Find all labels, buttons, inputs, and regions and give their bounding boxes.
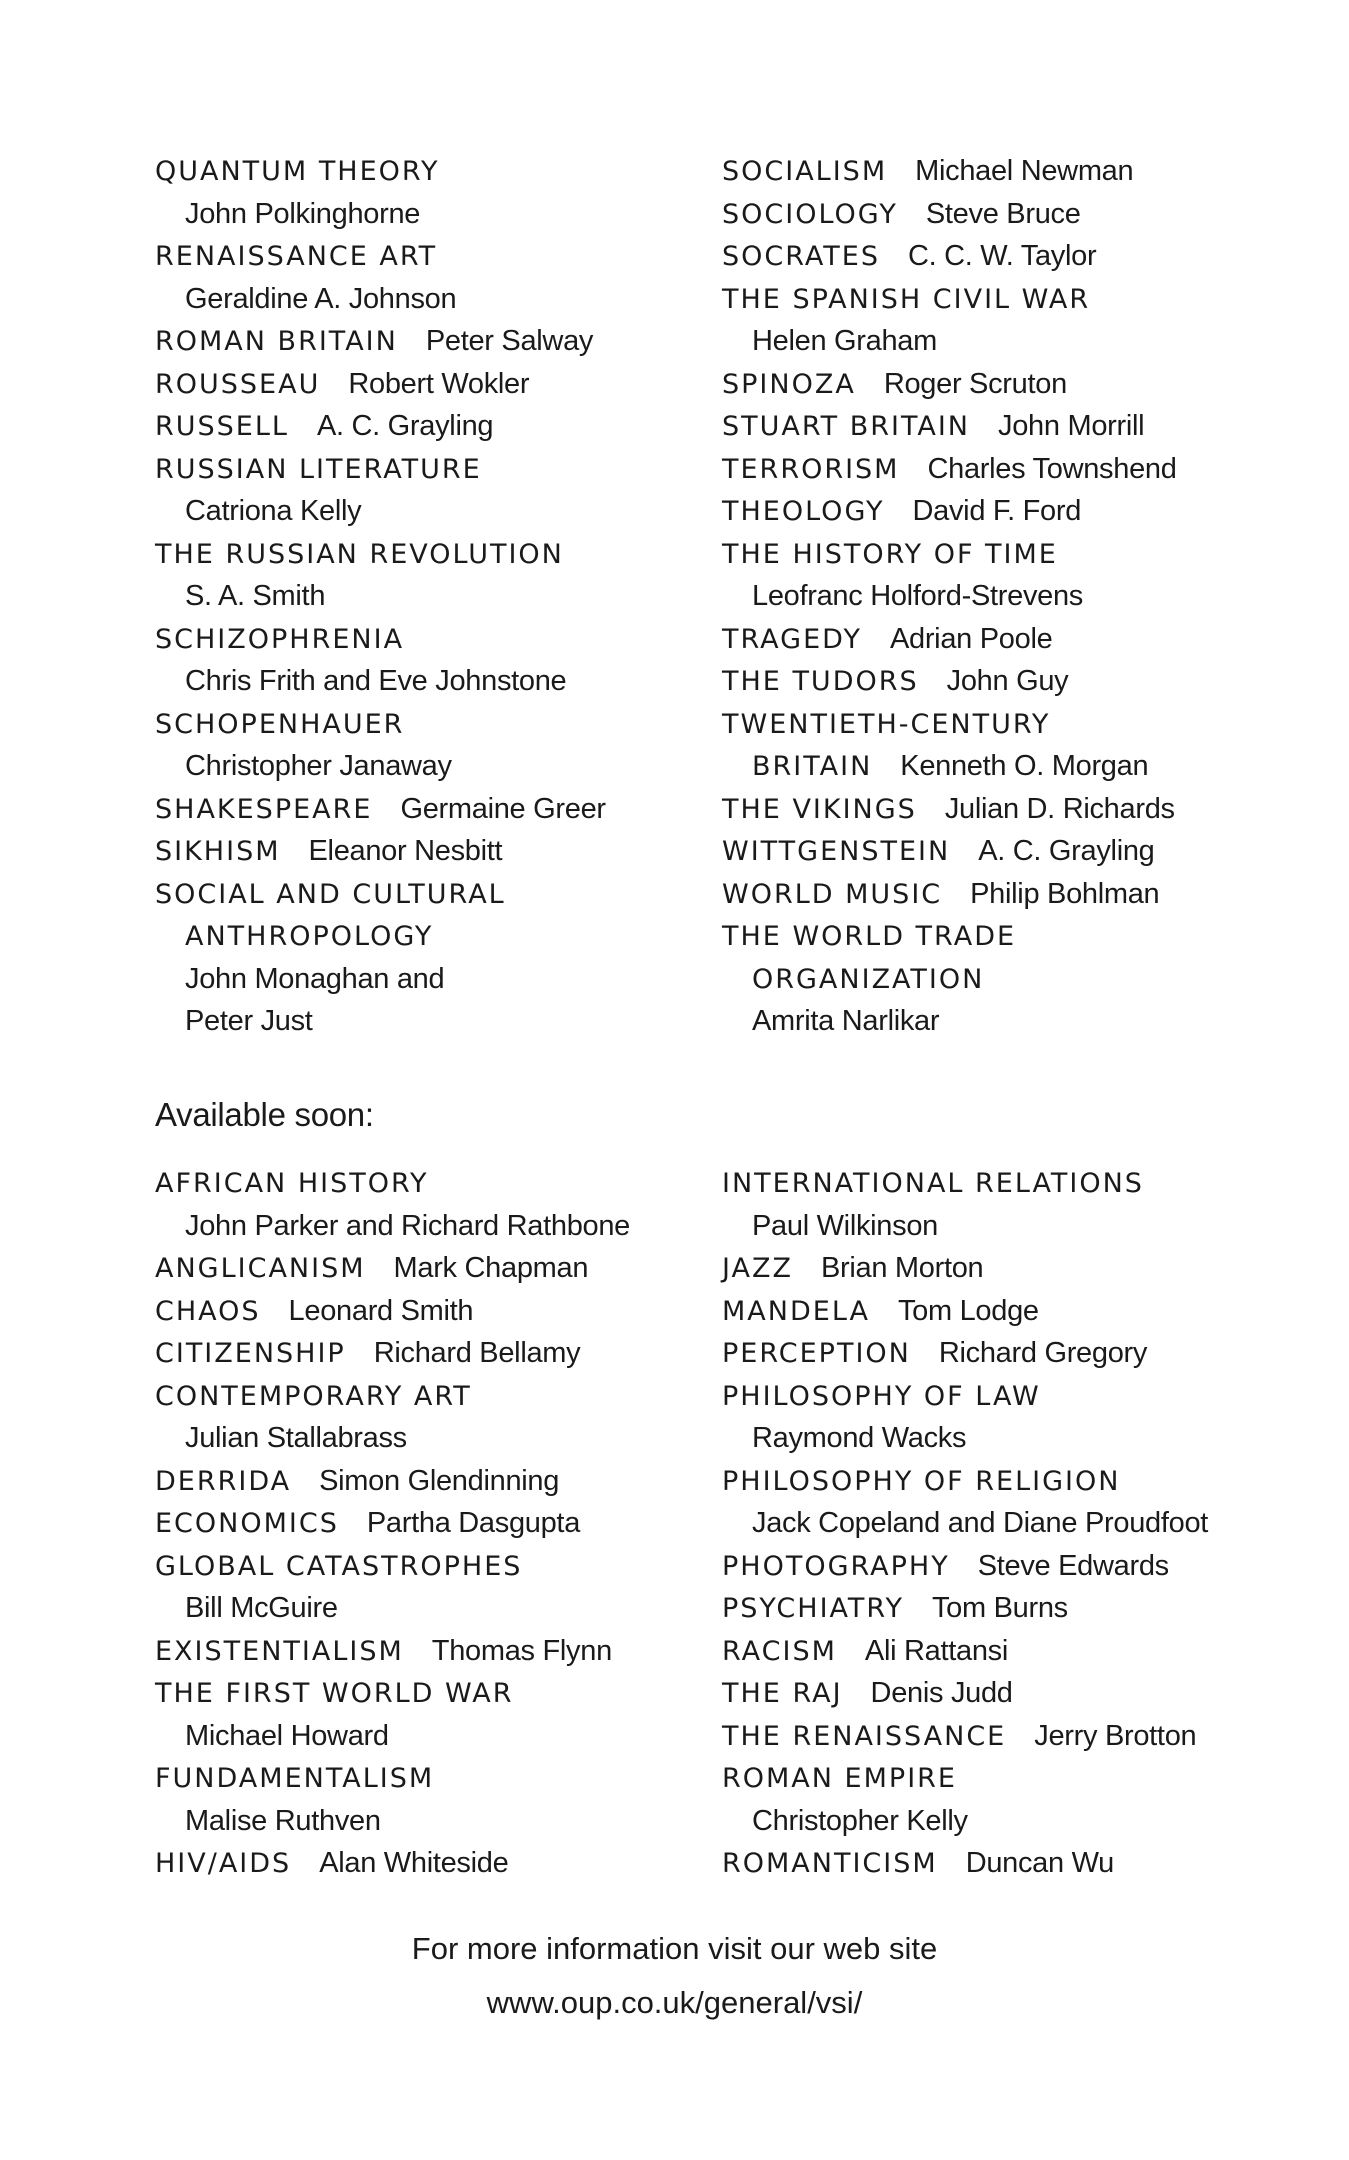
entry-line	[722, 533, 1282, 576]
topic-title: THE SPANISH CIVIL WAR	[722, 283, 1091, 315]
topic-title: ORGANIZATION	[752, 963, 985, 995]
book-entry	[155, 235, 715, 320]
entry-line	[155, 1000, 715, 1043]
entry-line	[722, 958, 1282, 1001]
author-name: John Monaghan and	[185, 962, 445, 995]
book-entry	[722, 1375, 1282, 1460]
entry-line	[155, 915, 715, 958]
book-entry	[722, 703, 1282, 788]
author-name: Leofranc Holford-Strevens	[752, 580, 1083, 612]
author-name: Bill McGuire	[185, 1592, 338, 1624]
book-entry	[155, 405, 715, 448]
book-entry	[155, 1460, 715, 1503]
book-entry	[722, 1842, 1282, 1885]
entry-line	[722, 490, 1282, 533]
author-name: S. A. Smith	[185, 580, 326, 612]
topic-title: CITIZENSHIP	[155, 1338, 346, 1369]
entry-line	[722, 1162, 1282, 1205]
topic-title: PHOTOGRAPHY	[722, 1550, 950, 1582]
book-entry	[155, 1502, 715, 1545]
book-entry	[722, 1630, 1282, 1673]
entry-line	[155, 193, 715, 236]
book-entry	[722, 1332, 1282, 1375]
entry-line	[722, 193, 1282, 236]
book-entry	[155, 1290, 715, 1333]
author-name: Helen Graham	[752, 325, 937, 357]
topic-title: THE TUDORS	[722, 666, 919, 697]
forthcoming-list-left	[155, 1162, 715, 1885]
book-entry	[155, 533, 715, 618]
author-name: A. C. Grayling	[978, 835, 1155, 867]
topic-title: RACISM	[722, 1635, 837, 1667]
topic-title: PHILOSOPHY OF RELIGION	[722, 1465, 1121, 1497]
book-entry	[722, 1757, 1282, 1842]
book-entry	[722, 618, 1282, 661]
entry-line	[722, 618, 1282, 661]
book-entry	[722, 533, 1282, 618]
entry-line	[155, 830, 715, 873]
author-name: C. C. W. Taylor	[907, 240, 1097, 272]
author-name: Brian Morton	[820, 1252, 984, 1284]
available-soon-heading: Available soon:	[155, 1096, 374, 1133]
entry-line	[722, 830, 1282, 873]
author-name: Charles Townshend	[927, 452, 1177, 485]
topic-title: THEOLOGY	[722, 496, 885, 527]
book-entry	[722, 278, 1282, 363]
entry-line	[155, 1672, 715, 1715]
entry-line	[155, 1502, 715, 1545]
author-name: Richard Gregory	[938, 1337, 1148, 1369]
book-entry	[155, 1842, 715, 1885]
book-entry	[155, 363, 715, 406]
entry-line	[155, 1417, 715, 1460]
topic-title: SOCIOLOGY	[722, 198, 898, 230]
entry-line	[722, 235, 1282, 278]
author-name: Tom Lodge	[897, 1294, 1039, 1327]
topic-title: SHAKESPEARE	[155, 793, 373, 825]
author-name: Christopher Janaway	[185, 750, 452, 782]
author-name: Julian D. Richards	[944, 792, 1175, 825]
book-entry	[722, 660, 1282, 703]
topic-title: INTERNATIONAL RELATIONS	[722, 1168, 1144, 1199]
entry-line	[155, 1375, 715, 1418]
book-entry	[722, 873, 1282, 916]
author-name: Julian Stallabrass	[185, 1422, 407, 1454]
entry-line	[722, 575, 1282, 618]
topic-title: BRITAIN	[752, 751, 873, 782]
author-name: Michael Newman	[915, 155, 1134, 187]
entry-line	[155, 703, 715, 746]
topic-title: WITTGENSTEIN	[722, 836, 951, 867]
entry-line	[155, 320, 715, 363]
entry-line	[722, 873, 1282, 916]
author-name: Malise Ruthven	[185, 1804, 381, 1837]
entry-line	[722, 1715, 1282, 1758]
book-entry	[155, 448, 715, 533]
topic-title: SOCRATES	[722, 241, 880, 272]
book-entry	[722, 448, 1282, 491]
entry-line	[722, 448, 1282, 491]
book-entry	[155, 1332, 715, 1375]
entry-line	[155, 1630, 715, 1673]
book-entry	[155, 1375, 715, 1460]
author-name: Richard Bellamy	[373, 1337, 581, 1369]
author-name: Germaine Greer	[400, 792, 606, 825]
author-name: Denis Judd	[870, 1677, 1013, 1709]
entry-line	[722, 320, 1282, 363]
author-name: Steve Bruce	[925, 197, 1081, 230]
author-name: Partha Dasgupta	[366, 1507, 581, 1539]
author-name: Roger Scruton	[883, 367, 1067, 400]
entry-line	[722, 1000, 1282, 1043]
book-entry	[155, 320, 715, 363]
entry-line	[722, 1545, 1282, 1588]
series-list-top-right	[722, 150, 1282, 1043]
topic-title: WORLD MUSIC	[722, 878, 943, 910]
entry-line	[155, 278, 715, 321]
entry-line	[722, 405, 1282, 448]
book-entry	[722, 490, 1282, 533]
entry-line	[155, 1247, 715, 1290]
topic-title: ECONOMICS	[155, 1508, 339, 1539]
entry-line	[722, 1757, 1282, 1800]
topic-title: THE RAJ	[722, 1678, 843, 1709]
entry-line	[722, 1587, 1282, 1630]
author-name: Philip Bohlman	[970, 877, 1160, 910]
author-name: Robert Wokler	[348, 367, 530, 400]
footer-url[interactable]: www.oup.co.uk/general/vsi/	[486, 1985, 863, 2020]
entry-line	[155, 490, 715, 533]
book-entry	[722, 788, 1282, 831]
book-entry	[155, 618, 715, 703]
topic-title: QUANTUM THEORY	[155, 156, 440, 187]
entry-line	[722, 1842, 1282, 1885]
book-entry	[722, 1247, 1282, 1290]
topic-title: AFRICAN HISTORY	[155, 1168, 429, 1199]
author-name: A. C. Grayling	[316, 410, 494, 442]
entry-line	[155, 745, 715, 788]
entry-line	[155, 618, 715, 661]
topic-title: THE WORLD TRADE	[722, 921, 1017, 952]
book-entry	[722, 1162, 1282, 1247]
author-name: Raymond Wacks	[752, 1422, 967, 1454]
book-entry	[155, 703, 715, 788]
entry-line	[722, 278, 1282, 321]
entry-line	[155, 533, 715, 576]
topic-title: RENAISSANCE ART	[155, 241, 438, 272]
book-entry	[155, 830, 715, 873]
topic-title: THE RUSSIAN REVOLUTION	[155, 538, 564, 570]
entry-line	[722, 1417, 1282, 1460]
entry-line	[722, 363, 1282, 406]
author-name: Tom Burns	[931, 1592, 1068, 1624]
entry-line	[722, 1205, 1282, 1248]
entry-line	[155, 1800, 715, 1843]
book-entry	[722, 1715, 1282, 1758]
entry-line	[722, 788, 1282, 831]
author-name: Kenneth O. Morgan	[900, 750, 1149, 782]
topic-title: TERRORISM	[722, 453, 900, 485]
entry-line	[155, 363, 715, 406]
topic-title: STUART BRITAIN	[722, 411, 971, 442]
author-name: Jerry Brotton	[1034, 1719, 1197, 1752]
entry-line	[155, 1332, 715, 1375]
footer-info-text: For more information visit our web site	[411, 1931, 938, 1966]
entry-line	[155, 150, 715, 193]
topic-title: RUSSIAN LITERATURE	[155, 453, 482, 485]
entry-line	[722, 150, 1282, 193]
series-list-top-left	[155, 150, 715, 1043]
author-name: Geraldine A. Johnson	[185, 282, 457, 315]
book-entry	[722, 235, 1282, 278]
topic-title: GLOBAL CATASTROPHES	[155, 1550, 523, 1582]
topic-title: SCHOPENHAUER	[155, 708, 405, 740]
book-entry	[155, 1757, 715, 1842]
author-name: Peter Just	[185, 1005, 313, 1037]
footer	[0, 1922, 1349, 2030]
entry-line	[155, 1587, 715, 1630]
topic-title: ROMAN BRITAIN	[155, 326, 398, 357]
entry-line	[722, 660, 1282, 703]
author-name: Alan Whiteside	[319, 1847, 509, 1879]
author-name: David F. Ford	[912, 495, 1082, 527]
topic-title: SOCIALISM	[722, 156, 888, 187]
entry-line	[155, 958, 715, 1001]
entry-line	[722, 1630, 1282, 1673]
book-entry	[722, 915, 1282, 1043]
author-name: Amrita Narlikar	[752, 1005, 940, 1037]
topic-title: DERRIDA	[155, 1465, 292, 1497]
book-entry	[155, 150, 715, 235]
entry-line	[155, 1205, 715, 1248]
topic-title: FUNDAMENTALISM	[155, 1763, 435, 1794]
entry-line	[722, 915, 1282, 958]
topic-title: SOCIAL AND CULTURAL	[155, 878, 506, 910]
author-name: Jack Copeland and Diane Proudfoot	[752, 1507, 1209, 1539]
entry-line	[155, 1545, 715, 1588]
author-name: Chris Frith and Eve Johnstone	[185, 665, 567, 697]
entry-line	[155, 235, 715, 278]
author-name: John Polkinghorne	[185, 197, 421, 230]
book-entry	[722, 1672, 1282, 1715]
topic-title: ROMANTICISM	[722, 1848, 938, 1879]
entry-line	[155, 873, 715, 916]
book-entry	[155, 1672, 715, 1757]
topic-title: THE RENAISSANCE	[722, 1720, 1007, 1752]
topic-title: MANDELA	[722, 1295, 870, 1327]
topic-title: CONTEMPORARY ART	[155, 1380, 472, 1412]
book-entry	[722, 1290, 1282, 1333]
entry-line	[722, 1460, 1282, 1503]
topic-title: PHILOSOPHY OF LAW	[722, 1380, 1041, 1412]
entry-line	[722, 1800, 1282, 1843]
entry-line	[155, 788, 715, 831]
author-name: Steve Edwards	[977, 1549, 1169, 1582]
entry-line	[155, 1460, 715, 1503]
entry-line	[155, 405, 715, 448]
author-name: Christopher Kelly	[752, 1804, 968, 1837]
entry-line	[155, 448, 715, 491]
book-entry	[155, 788, 715, 831]
topic-title: ANTHROPOLOGY	[185, 921, 434, 952]
book-entry	[722, 363, 1282, 406]
topic-title: JAZZ	[722, 1253, 793, 1284]
entry-line	[155, 1290, 715, 1333]
entry-line	[722, 1247, 1282, 1290]
book-entry	[722, 193, 1282, 236]
author-name: Leonard Smith	[288, 1294, 474, 1327]
entry-line	[155, 575, 715, 618]
topic-title: ROMAN EMPIRE	[722, 1763, 957, 1794]
topic-title: ANGLICANISM	[155, 1253, 366, 1284]
author-name: John Parker and Richard Rathbone	[185, 1209, 631, 1242]
topic-title: PERCEPTION	[722, 1338, 911, 1369]
topic-title: HIV/AIDS	[155, 1848, 292, 1879]
book-entry	[155, 1630, 715, 1673]
topic-title: SPINOZA	[722, 368, 856, 400]
forthcoming-list-right	[722, 1162, 1282, 1885]
author-name: Adrian Poole	[889, 622, 1053, 655]
book-entry	[155, 1545, 715, 1630]
author-name: Eleanor Nesbitt	[308, 835, 503, 867]
book-entry	[155, 1162, 715, 1247]
author-name: Ali Rattansi	[864, 1634, 1008, 1667]
topic-title: SCHIZOPHRENIA	[155, 623, 405, 655]
entry-line	[155, 1842, 715, 1885]
entry-line	[155, 1715, 715, 1758]
author-name: Thomas Flynn	[431, 1634, 612, 1667]
book-entry	[722, 1587, 1282, 1630]
entry-line	[722, 1672, 1282, 1715]
book-entry	[722, 1545, 1282, 1588]
book-entry	[722, 405, 1282, 448]
author-name: Michael Howard	[185, 1719, 389, 1752]
topic-title: THE HISTORY OF TIME	[722, 538, 1058, 570]
entry-line	[722, 745, 1282, 788]
author-name: Mark Chapman	[393, 1252, 589, 1284]
entry-line	[722, 1290, 1282, 1333]
topic-title: ROUSSEAU	[155, 368, 321, 400]
author-name: John Guy	[946, 665, 1069, 697]
topic-title: EXISTENTIALISM	[155, 1635, 404, 1667]
topic-title: THE FIRST WORLD WAR	[155, 1678, 514, 1709]
topic-title: RUSSELL	[155, 411, 289, 442]
author-name: Duncan Wu	[965, 1847, 1114, 1879]
entry-line	[155, 660, 715, 703]
author-name: Paul Wilkinson	[752, 1209, 938, 1242]
topic-title: PSYCHIATRY	[722, 1593, 904, 1624]
author-name: John Morrill	[998, 410, 1145, 442]
entry-line	[155, 1757, 715, 1800]
topic-title: TWENTIETH-CENTURY	[722, 708, 1051, 740]
entry-line	[722, 1502, 1282, 1545]
author-name: Peter Salway	[425, 325, 594, 357]
topic-title: THE VIKINGS	[722, 793, 917, 825]
author-name: Catriona Kelly	[185, 495, 362, 527]
book-entry	[722, 1460, 1282, 1545]
author-name: Simon Glendinning	[319, 1464, 560, 1497]
book-entry	[722, 830, 1282, 873]
entry-line	[155, 1162, 715, 1205]
book-entry	[155, 873, 715, 1043]
topic-title: SIKHISM	[155, 836, 281, 867]
entry-line	[722, 1375, 1282, 1418]
entry-line	[722, 703, 1282, 746]
book-entry	[155, 1247, 715, 1290]
topic-title: TRAGEDY	[722, 623, 862, 655]
topic-title: CHAOS	[155, 1295, 261, 1327]
entry-line	[722, 1332, 1282, 1375]
book-entry	[722, 150, 1282, 193]
